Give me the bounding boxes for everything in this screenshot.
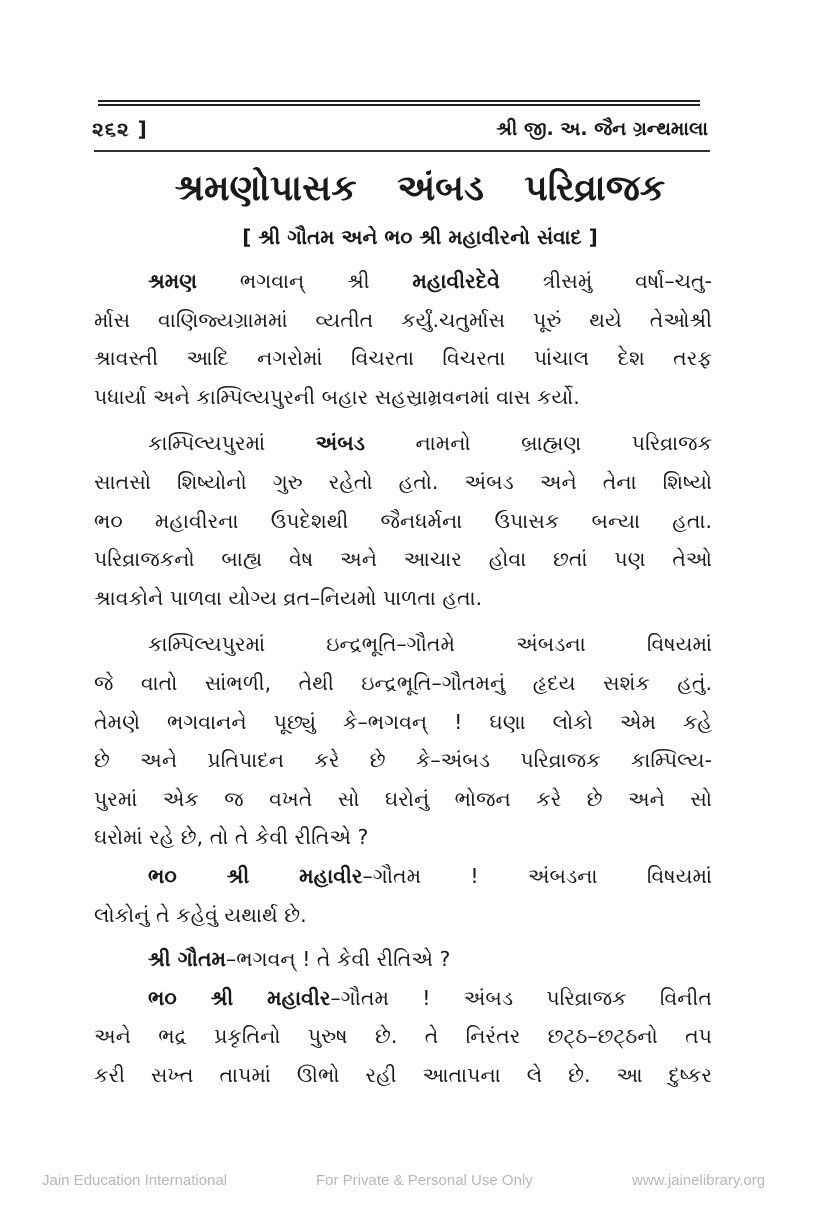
speaker-label: ભ૦ શ્રી મહાવીર bbox=[148, 863, 363, 888]
text-line bbox=[94, 979, 712, 1018]
paragraph bbox=[94, 979, 712, 1095]
text-run: –ભગવન્ ! તે કેવી રીતિએ ? bbox=[226, 947, 451, 972]
text-run: –ગૌતમ ! અંબડના વિષયમાં bbox=[362, 863, 713, 888]
text-line: ઘરોમાં રહે છે, તો તે કેવી રીતિએ ? bbox=[94, 825, 369, 850]
text-run: ત્રીસમું વર્ષા–ચતુ- bbox=[499, 269, 712, 293]
header-rule bbox=[94, 150, 710, 152]
bold-phrase: શ્રમણ bbox=[148, 269, 198, 293]
header-double-rule bbox=[98, 100, 700, 106]
text-line: ભ૦ મહાવીરના ઉપદેશથી જૈનધર્મના ઉપાસક બન્યા હતા. bbox=[94, 508, 712, 533]
paragraph bbox=[94, 424, 712, 617]
bold-phrase: અંબડ bbox=[315, 431, 365, 456]
text-line: કામ્પિલ્યપુરમાં ઇન્દ્રભૂતિ–ગૌતમે અંબડના વિષયમાં bbox=[148, 632, 712, 657]
text-line bbox=[94, 857, 712, 896]
text-line bbox=[94, 424, 712, 463]
text-line: પુરમાં એક જ વખતે સો ઘરોનું ભોજન કરે છે અને સો bbox=[94, 786, 712, 811]
text-line: ર્માસ વાણિજ્યગ્રામમાં વ્યતીત કર્યું.ચતુર્માસ પૂરું થયે તેઓશ્રી bbox=[94, 307, 712, 332]
chapter-subtitle: [ શ્રી ગૌતમ અને ભ૦ શ્રી મહાવીરનો સંવાદ ] bbox=[242, 225, 598, 249]
paragraph bbox=[94, 940, 712, 979]
text-run: –ગૌતમ ! અંબડ પરિવ્રાજક વિનીત bbox=[330, 985, 712, 1010]
text-line: તેમણે ભગવાનને પૂછ્યું કે–ભગવન્ ! ઘણા લોકો એમ કહે bbox=[94, 709, 712, 734]
footer-watermark bbox=[0, 1172, 828, 1196]
text-run: કામ્પિલ્યપુરમાં bbox=[148, 431, 316, 456]
text-line bbox=[94, 940, 712, 979]
text-line: શ્રાવસ્તી આદિ નગરોમાં વિચરતા વિચરતા પાંચાલ દેશ તરફ bbox=[94, 346, 712, 371]
text-run: નામનો બ્રાહ્મણ પરિવ્રાજક bbox=[364, 431, 712, 456]
body-text bbox=[94, 262, 712, 1094]
speaker-label: ભ૦ શ્રી મહાવીર bbox=[148, 985, 331, 1010]
footer-website-link[interactable]: www.jainelibrary.org bbox=[632, 1172, 766, 1189]
paragraph bbox=[94, 262, 712, 416]
speaker-label: શ્રી ગૌતમ bbox=[148, 947, 227, 972]
chapter-title: શ્રમણોપાસક અંબડ પરિવ્રાજક bbox=[174, 168, 666, 209]
text-line: કરી સખ્ત તાપમાં ઊભો રહી આતાપના લે છે. આ દુષ્કર bbox=[94, 1062, 712, 1087]
paragraph bbox=[94, 857, 712, 934]
text-line: સાતસો શિષ્યોનો ગુરુ રહેતો હતો. અંબડ અને તેના શિષ્યો bbox=[94, 469, 712, 494]
running-header bbox=[92, 112, 708, 146]
text-line: જે વાતો સાંભળી, તેથી ઇન્દ્રભૂતિ–ગૌતમનું હૃદય સશંક હતું. bbox=[94, 670, 712, 695]
text-line: અને ભદ્ર પ્રકૃતિનો પુરુષ છે. તે નિરંતર છટ્ઠ–છટ્ઠનો તપ bbox=[94, 1024, 712, 1049]
text-line: લોકોનું તે કહેવું યથાર્થ છે. bbox=[94, 902, 307, 927]
page-number: ૨૬૨ ] bbox=[92, 117, 148, 141]
footer-publisher: Jain Education International bbox=[42, 1172, 228, 1189]
series-title: શ્રી જી. અ. જૈન ગ્રન્થમાલા bbox=[496, 118, 708, 140]
text-line: છે અને પ્રતિપાદન કરે છે કે–અંબડ પરિવ્રાજક કામ્પિલ્ય- bbox=[94, 748, 712, 773]
text-line: શ્રાવકોને પાળવા યોગ્ય વ્રત–નિયમો પાળતા હતા. bbox=[94, 585, 483, 610]
text-line: પધાર્યા અને કામ્પિલ્યપુરની બહાર સહસ્રામ્રવનમાં વાસ કર્યો. bbox=[94, 384, 580, 409]
paragraph bbox=[94, 625, 712, 857]
bold-phrase: મહાવીરદેવે bbox=[412, 269, 500, 293]
footer-usage-notice: For Private & Personal Use Only bbox=[316, 1172, 533, 1189]
text-run: ભગવાન્ શ્રી bbox=[197, 269, 413, 293]
text-line: પરિવ્રાજકનો બાહ્ય વેષ અને આચાર હોવા છતાં પણ તેઓ bbox=[94, 547, 712, 572]
text-line bbox=[94, 262, 712, 301]
